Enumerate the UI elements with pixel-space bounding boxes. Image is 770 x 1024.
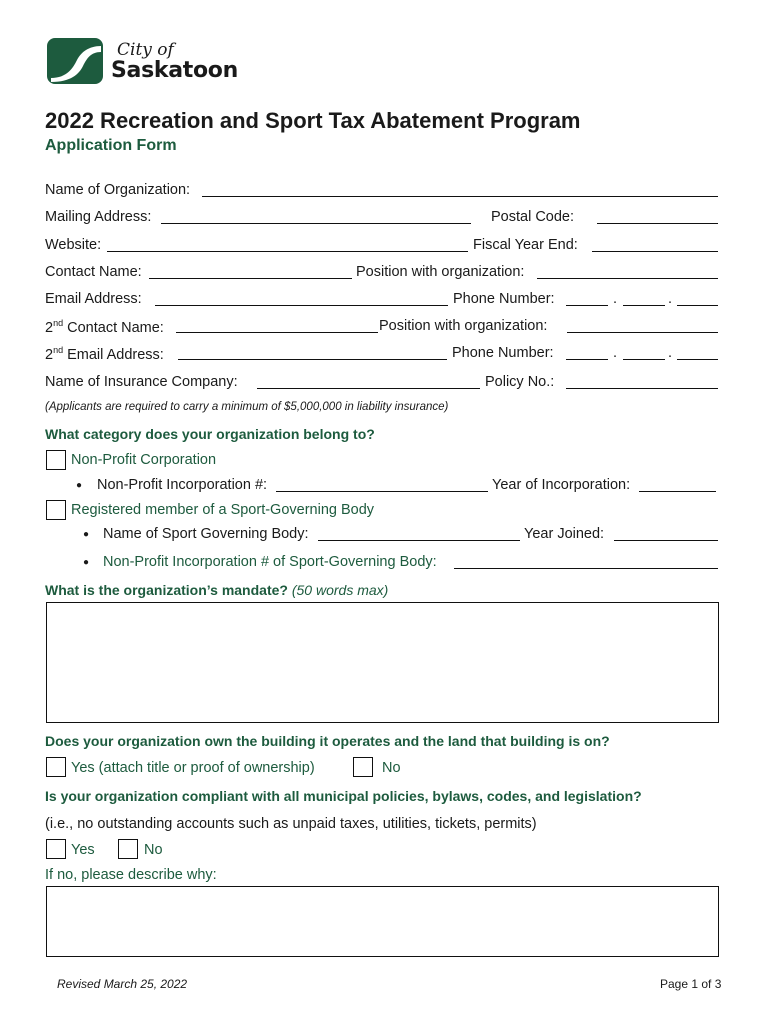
- revised-date: Revised March 25, 2022: [57, 977, 188, 991]
- page-subtitle: Application Form: [45, 137, 177, 154]
- phone-label: Phone Number:: [453, 291, 555, 307]
- insurance-label: Name of Insurance Company:: [45, 374, 238, 390]
- ownership-no-label: No: [382, 760, 401, 776]
- saskatoon-logo-icon: [47, 38, 103, 86]
- compliance-detail: (i.e., no outstanding accounts such as unpaid taxes, utilities, tickets, permits): [45, 816, 537, 832]
- second-contact-sup: nd: [53, 318, 64, 328]
- year-incorp-label: Year of Incorporation:: [492, 477, 631, 493]
- city-logo: [47, 38, 247, 88]
- mandate-textarea[interactable]: [46, 602, 719, 723]
- phone-dot: .: [613, 291, 618, 307]
- ownership-no-checkbox[interactable]: [353, 757, 373, 777]
- logo-line1: City of: [117, 40, 174, 60]
- second-position-field[interactable]: [567, 332, 718, 333]
- non-profit-incorp-label: Non-Profit Incorporation #:: [97, 477, 268, 493]
- second-phone-dot: .: [668, 345, 673, 361]
- second-contact-number: 2: [45, 319, 54, 336]
- compliance-yes-checkbox[interactable]: [46, 839, 66, 859]
- website-label: Website:: [45, 237, 102, 253]
- category-question: What category does your organization belong to?: [45, 426, 375, 442]
- position-label: Position with organization:: [356, 264, 525, 280]
- non-profit-label: Non-Profit Corporation: [71, 452, 217, 468]
- year-incorp-field[interactable]: [639, 491, 716, 492]
- contact-name-label: Contact Name:: [45, 264, 142, 280]
- sport-body-label: Registered member of a Sport-Governing Body: [71, 502, 375, 518]
- sport-body-name-label: Name of Sport Governing Body:: [103, 526, 309, 542]
- sport-body-name-field[interactable]: [318, 540, 520, 541]
- insurance-note: (Applicants are required to carry a minimum of $5,000,000 in liability insurance): [45, 401, 449, 413]
- describe-label: If no, please describe why:: [45, 867, 217, 883]
- sport-body-incorp-field[interactable]: [454, 568, 718, 569]
- contact-name-field[interactable]: [149, 278, 352, 279]
- phone-prefix-field[interactable]: [623, 305, 665, 306]
- year-joined-label: Year Joined:: [524, 526, 605, 542]
- second-contact-text: Contact Name:: [63, 319, 164, 336]
- second-phone-line-field[interactable]: [677, 359, 718, 360]
- second-email-sup: nd: [53, 345, 64, 355]
- second-email-label: [45, 345, 164, 363]
- non-profit-checkbox[interactable]: [46, 450, 66, 470]
- second-phone-prefix-field[interactable]: [623, 359, 665, 360]
- policy-field[interactable]: [566, 388, 718, 389]
- non-profit-incorp-field[interactable]: [276, 491, 488, 492]
- mandate-question: [45, 582, 388, 598]
- ownership-yes-checkbox[interactable]: [46, 757, 66, 777]
- mandate-hint: (50 words max): [291, 582, 389, 598]
- position-field[interactable]: [537, 278, 718, 279]
- bullet-icon: ●: [83, 557, 90, 568]
- second-position-label: Position with organization:: [379, 318, 548, 334]
- mailing-address-label: Mailing Address:: [45, 209, 152, 225]
- policy-label: Policy No.:: [485, 374, 555, 390]
- second-email-field[interactable]: [178, 359, 447, 360]
- describe-textarea[interactable]: [46, 886, 719, 957]
- logo-line2: Saskatoon: [111, 58, 238, 83]
- website-field[interactable]: [107, 251, 468, 252]
- mandate-question-text: What is the organization’s mandate?: [45, 582, 288, 598]
- year-joined-field[interactable]: [614, 540, 718, 541]
- phone-dot: .: [668, 291, 673, 307]
- page-title: 2022 Recreation and Sport Tax Abatement Program: [45, 108, 581, 133]
- compliance-question: Is your organization compliant with all municipal policies, bylaws, codes, and legislation?: [45, 788, 642, 804]
- second-phone-label: Phone Number:: [452, 345, 554, 361]
- second-email-number: 2: [45, 346, 54, 363]
- phone-area-field[interactable]: [566, 305, 608, 306]
- compliance-no-label: No: [144, 842, 163, 858]
- mailing-address-field[interactable]: [161, 223, 471, 224]
- fiscal-year-end-label: Fiscal Year End:: [473, 237, 578, 253]
- compliance-yes-label: Yes: [71, 842, 95, 858]
- insurance-field[interactable]: [257, 388, 480, 389]
- second-contact-label: [45, 318, 164, 336]
- phone-line-field[interactable]: [677, 305, 718, 306]
- email-label: Email Address:: [45, 291, 142, 307]
- sport-body-checkbox[interactable]: [46, 500, 66, 520]
- second-phone-dot: .: [613, 345, 618, 361]
- second-phone-area-field[interactable]: [566, 359, 608, 360]
- bullet-icon: ●: [76, 480, 83, 491]
- postal-code-field[interactable]: [597, 223, 718, 224]
- sport-body-incorp-label: Non-Profit Incorporation # of Sport-Governing Body:: [103, 554, 437, 570]
- compliance-no-checkbox[interactable]: [118, 839, 138, 859]
- page-number: Page 1 of 3: [660, 977, 722, 991]
- org-name-label: Name of Organization:: [45, 182, 191, 198]
- ownership-yes-label: Yes (attach title or proof of ownership): [71, 760, 315, 776]
- org-name-field[interactable]: [202, 196, 718, 197]
- ownership-question: Does your organization own the building it operates and the land that building is on?: [45, 733, 610, 749]
- fiscal-year-end-field[interactable]: [592, 251, 718, 252]
- second-email-text: Email Address:: [63, 346, 164, 363]
- second-contact-field[interactable]: [176, 332, 378, 333]
- email-field[interactable]: [155, 305, 448, 306]
- postal-code-label: Postal Code:: [491, 209, 575, 225]
- bullet-icon: ●: [83, 529, 90, 540]
